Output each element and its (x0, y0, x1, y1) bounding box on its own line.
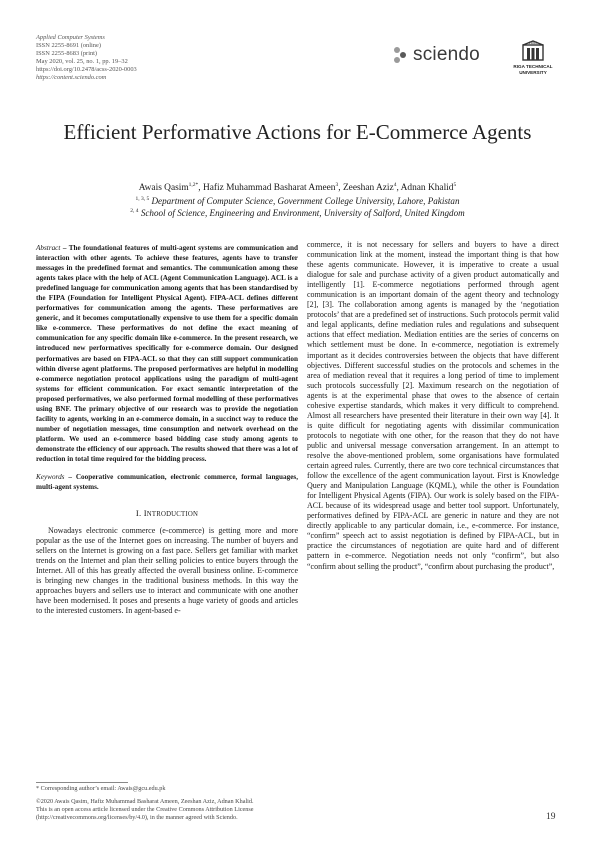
author-affiliation-mark: 5 (453, 181, 457, 188)
keywords (36, 472, 298, 492)
left-column (36, 243, 298, 617)
author-affiliation-mark: 4 (393, 181, 397, 188)
university-name-2: UNIVERSITY (519, 69, 547, 75)
abstract-text: – The foundational features of multi-agent systems are communication and interaction with other agents. To achieve these features, agents have to transfer messages in the predefined format and semantics. The communication among these agents takes place with the help of ACL (Agent Communication Language). ACL is a predefined language for communication among agents that has been standardised by the FIPA (Foundation for Intelligent Physical Agent). FIPA-ACL defines different performatives for communication among the agents. These performatives are generic, and it becomes computationally expensive to use them for a specific domain like e-commerce. These performatives do not define the exact meaning of communication for any specific domain like e-commerce. In the present research, we introduced new performatives specifically for e-commerce domain. Our designed performatives are based on FIPA-ACL so that they can still support communication within diverse agent platforms. The proposed performatives are helpful in modelling e-commerce negotiation protocol applications using the paradigm of multi-agent systems for efficient communication. For exact semantic interpretation of the proposed performatives, we also performed formal modelling of these performatives using BNF. The primary objective of our research was to provide the negotiation facility to agents, working in an e-commerce domain, in a succinct way to reduce the number of negotiation messages, time consumption and network overhead on the platform. We used an e-commerce based bidding case study among agents to demonstrate the efficiency of our approach. The results showed that there was a lot of reduction in total time required for the bidding process. (36, 244, 299, 463)
author-name: Zeeshan Aziz (342, 183, 394, 193)
issn-print: ISSN 2255-8683 (print) (36, 50, 98, 58)
license-link[interactable]: (http://creativecommons.org/licenses/by/4.0), in the manner agreed with Sciendo. (36, 814, 238, 822)
copyright-line: ©2020 Awais Qasim, Hafiz Muhammad Basharat Ameen, Zeeshan Aziz, Adnan Khalid. (36, 798, 254, 805)
footnote: * Corresponding author’s email: Awais@gcu.edu.pk (36, 785, 166, 792)
sciendo-mark-icon (393, 45, 407, 65)
sciendo-logo (393, 44, 480, 66)
author-name: Hafiz Muhammad Basharat Ameen (202, 183, 336, 193)
issue-info: May 2020, vol. 25, no. 1, pp. 19–32 (36, 58, 128, 66)
paper-title: Efficient Performative Actions for E-Commerce Agents (63, 120, 532, 144)
affiliation-mark: 2, 4 (130, 207, 139, 214)
affiliation-mark: 1, 3, 5 (135, 195, 150, 202)
journal-website[interactable]: https://content.sciendo.com (36, 74, 107, 82)
author-name: Awais Qasim (138, 183, 189, 193)
footnote-divider (36, 782, 128, 783)
issn-online: ISSN 2255-8691 (online) (36, 42, 101, 50)
publisher-name: sciendo (413, 44, 480, 65)
section-title-rest: NTRODUCTION (146, 511, 199, 519)
right-column: commerce, it is not necessary for sellers and buyers to have a direct communication link at the moment, instead the important thing is that how these agents communicate. However, it is imperative to create a usual dialogue for sale and purchase activity of a given product automatically and intelligently [1]. E-commerce negotiations performed through agent communication is an important domain of the agent theory and technology [2], [3]. The collaboration among agents is managed by the ‘negotiation protocols’ that are a predefined set of instructions. Such protocols permit valid and legal applicants, define mediation rules and regulations and subsequent actions that effect mediation. Mediation entities are the series of concerns on which settlement must be done. In e-commerce, negotiation is extremely important as it decides controversies between the objects that have different objectives. Different successful studies on the protocols and schemes in the area of mediation reveal that it requires a long period of time to implement such protocols successfully [2]. Maximum research on the negotiation of agents is at the experimental phase that owes to the absence of certain cohesive expertise standards, which makes it very difficult to comprehend. Almost all researchers have presented their literature in their own way [4]. It is quite difficult for negotiating agents with dissimilar communication protocols to negotiate with one other, for the reason that they do not have public and universal message conversation arrangement. In an attempt to resolve the above-mentioned problem, some organisations have formulated certain agreed rules. Currently, there are two core technical circumstances that follow the excellence of the agent communication layout. First is Knowledge Query and Manipulation Language (KQML), while the other is Foundation for Intelligent Physical Agents (FIPA). Our work is solely based on the FIPA-ACL because of its widespread usage and better tool support. Unfortunately, performatives defined by FIPA-ACL are generic in nature and they are not directly applicable to any particular domain, i.e., e-commerce. For instance, “confirm” speech act to assist negotiation is defined by FIPA-ACL, but in practice the circumstances of negotiation are quite hard and of different pattern in e-commerce. Negotiation needs not only “confirm”, but also “confirm about selling the product”, “confirm about purchasing the product”, (307, 240, 559, 571)
abstract-label: Abstract (36, 244, 61, 252)
affiliation-text: Department of Computer Science, Government College University, Lahore, Pakistan (151, 196, 460, 206)
section-number: I. (135, 508, 142, 519)
university-year: 1862 (528, 40, 538, 45)
keywords-text: – Cooperative communication, electronic commerce, formal languages, multi-agent systems. (36, 473, 298, 492)
license-line: This is an open access article licensed under the Creative Commons Attribution License (36, 806, 254, 814)
keywords-label: Keywords (36, 473, 65, 482)
section-title-initial: I (143, 508, 147, 519)
journal-info (36, 34, 137, 83)
author-name: Adnan Khalid (400, 183, 454, 193)
journal-name: Applied Computer Systems (36, 34, 105, 41)
page-number: 19 (546, 812, 556, 822)
license-notice (36, 798, 254, 823)
author-affiliation-mark: 3 (335, 181, 339, 188)
affiliation (40, 208, 555, 219)
affiliation-text: School of Science, Engineering and Environment, University of Salford, United Kingdom (140, 208, 465, 218)
section-heading (36, 508, 298, 520)
abstract (36, 243, 298, 464)
author-affiliation-mark: 1,2* (188, 181, 199, 188)
doi-link[interactable]: https://doi.org/10.2478/acss-2020-0003 (36, 66, 137, 74)
university-name-1: RIGA TECHNICAL (513, 64, 553, 69)
intro-paragraph: Nowadays electronic commerce (e-commerce) is getting more and more popular as the use of the Internet goes on increasing. The number of buyers and sellers on the Internet is growing on a fast pace. Sellers get familiar with market trends on the Internet and plan their selling policies to entice buyers through the Internet. All of this has greatly affected the overall business online. E-commerce is bringing new changes in the traditional business methods. In this way the approaches buyers and sellers use to interact and communicate with one another have been modernised. It poses and presents a huge variety of goods and articles to the interested customers. In agent-based e- (36, 526, 298, 616)
author-list: Awais Qasim$^{1,2*}$, Hafiz Muhammad Basharat Ameen$^3$, Zeeshan Aziz$^4$, Adnan Khalid$^5$ (138, 181, 457, 193)
university-logo (506, 38, 560, 75)
affiliation (40, 196, 555, 207)
